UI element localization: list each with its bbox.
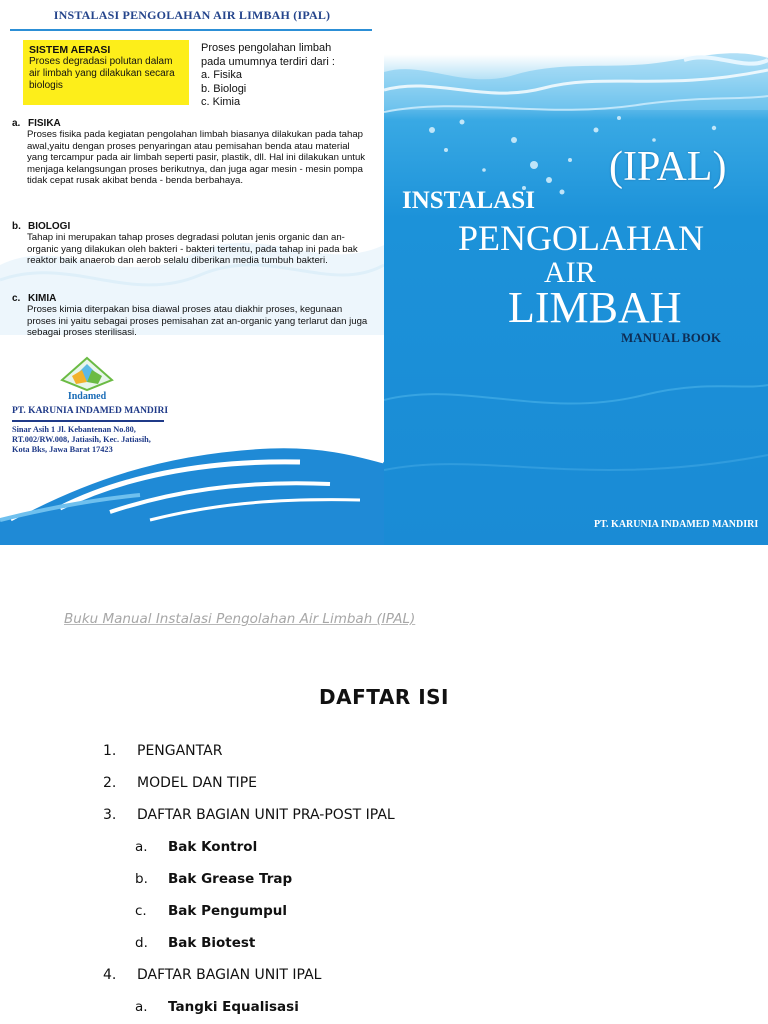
- toc-label: Tangki Equalisasi: [168, 999, 299, 1015]
- intro-list-item: b. Biologi: [201, 82, 247, 95]
- section-letter: c.: [12, 293, 21, 304]
- toc-item: [103, 807, 395, 823]
- toc-title: DAFTAR ISI: [319, 685, 449, 709]
- toc-number: d.: [135, 935, 148, 951]
- process-intro: [201, 42, 376, 110]
- toc-subitem: [135, 871, 292, 887]
- cover-company-name: PT. KARUNIA INDAMED MANDIRI: [594, 519, 759, 530]
- toc-label: Bak Biotest: [168, 935, 256, 951]
- toc-item: [103, 743, 222, 759]
- toc-number: a.: [135, 839, 148, 855]
- wave-swoosh-graphic: [0, 400, 384, 545]
- section-letter: a.: [12, 118, 21, 129]
- company-name: PT. KARUNIA INDAMED MANDIRI: [12, 406, 169, 416]
- address-line: RT.002/RW.008, Jatiasih, Kec. Jatiasih,: [12, 435, 151, 445]
- section-kimia: [12, 293, 372, 339]
- section-title: BIOLOGI: [28, 221, 71, 232]
- section-text: Proses kimia diterpakan bisa diawal proses atau diakhir proses, kegunaan proses ini yaitu sebagai proses pemisahan zat an-organic yang terlarut dan juga sebagai proses sterilisasi.: [27, 304, 368, 339]
- intro-list-item: c. Kimia: [201, 96, 241, 108]
- toc-subitem: [135, 903, 287, 919]
- toc-number: b.: [135, 871, 148, 887]
- section-biologi: [12, 221, 372, 267]
- toc-label: Bak Grease Trap: [168, 871, 293, 887]
- logo-wordmark: Indamed: [67, 391, 107, 402]
- cover-title-line: PENGOLAHAN: [458, 218, 704, 258]
- section-text: Tahap ini merupakan tahap proses degradasi polutan jenis organic dan an-organic yang dilakukan oleh bakteri - bakteri tertentu, pada tahap ini pada bak reaktor baik anaerob dan aerob selalu diberikan media tumbuh bakteri.: [27, 232, 358, 267]
- address-line: Sinar Asih 1 Jl. Kebantenan No.80,: [12, 425, 136, 434]
- intro-line: Proses pengolahan limbah: [201, 42, 332, 54]
- section-heading: [12, 118, 372, 129]
- company-divider: [12, 420, 164, 422]
- intro-line: pada umumnya terdiri dari :: [201, 55, 335, 68]
- toc-number: 1.: [103, 743, 117, 759]
- brochure-header-title: INSTALASI PENGOLAHAN AIR LIMBAH (IPAL): [53, 8, 331, 22]
- brochure-cover-panel: [384, 0, 768, 545]
- section-title: FISIKA: [28, 118, 61, 129]
- cover-abbreviation: (IPAL): [609, 144, 727, 190]
- running-header: Buku Manual Instalasi Pengolahan Air Limbah (IPAL): [64, 611, 416, 627]
- brochure-inner-panel: [0, 0, 384, 545]
- company-address: [12, 425, 192, 456]
- intro-list-item: a. Fisika: [201, 69, 242, 81]
- toc-number: 4.: [103, 967, 117, 983]
- toc-subitem: [135, 935, 255, 951]
- toc-item: [103, 775, 257, 791]
- toc-subitem: [135, 839, 257, 855]
- aeration-title: SISTEM AERASI: [29, 44, 111, 56]
- document-page: [0, 545, 768, 1024]
- header-divider: [10, 29, 372, 31]
- toc-label: Bak Kontrol: [168, 839, 258, 855]
- toc-item: [103, 967, 321, 983]
- toc-subitem: [135, 999, 299, 1015]
- section-title: KIMIA: [28, 293, 57, 304]
- section-heading: [12, 221, 372, 232]
- toc-label: Bak Pengumpul: [168, 903, 287, 919]
- toc-label: PENGANTAR: [137, 743, 223, 759]
- toc-number: c.: [135, 903, 147, 919]
- cover-title-line: INSTALASI: [402, 187, 535, 214]
- aeration-description: Proses degradasi polutan dalam air limbah yang dilakukan secara biologis: [29, 56, 175, 91]
- toc-number: a.: [135, 999, 148, 1015]
- section-fisika: [12, 118, 372, 186]
- cover-title-line: AIR: [544, 256, 596, 289]
- address-line: Kota Bks, Jawa Barat 17423: [12, 445, 113, 455]
- section-text: Proses fisika pada kegiatan pengolahan limbah biasanya dilakukan pada tahap awal,yaitu dengan proses penyaringan atau pemisahan benda atau material yang tercampur pada air limbah seperti pasir, plastik, dll. Hal ini dilakukan untuk menjaga kelangsungan proses berikutnya, dan juga agar mesin - mesin pompa tidak cepat rusak akibat benda - benda berbahaya.: [27, 129, 366, 187]
- toc-label: MODEL DAN TIPE: [137, 775, 257, 791]
- toc-label: DAFTAR BAGIAN UNIT IPAL: [137, 967, 322, 983]
- toc-label: DAFTAR BAGIAN UNIT PRA-POST IPAL: [137, 807, 395, 823]
- section-heading: [12, 293, 372, 304]
- cover-subtitle: MANUAL BOOK: [621, 330, 722, 345]
- section-letter: b.: [12, 221, 21, 232]
- aeration-highlight-box: [23, 40, 189, 105]
- toc-number: 3.: [103, 807, 117, 823]
- toc-number: 2.: [103, 775, 117, 791]
- cover-title-line: LIMBAH: [508, 283, 682, 332]
